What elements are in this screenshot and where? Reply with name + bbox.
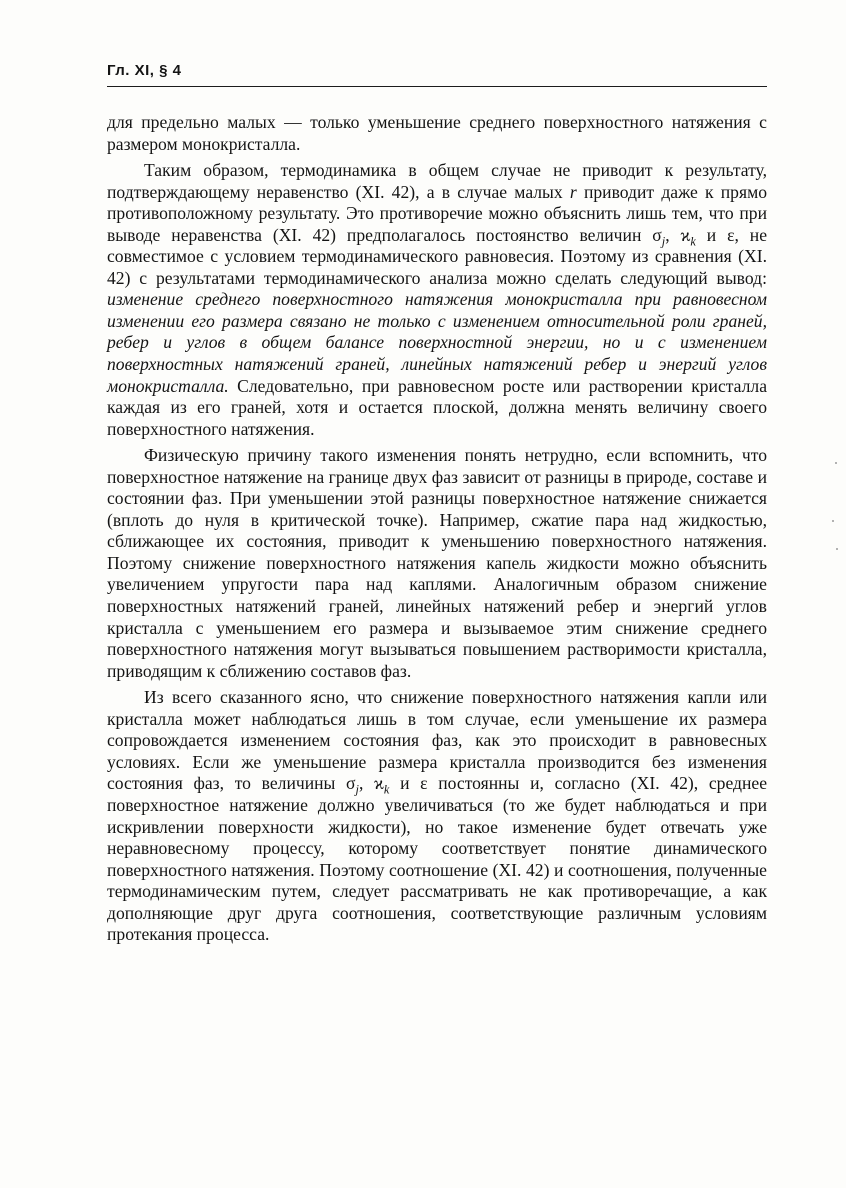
paragraph <box>107 160 767 440</box>
subscript-text: j <box>355 782 359 797</box>
scan-speck <box>835 462 837 464</box>
subscript-text: j <box>661 234 666 249</box>
text-run: и ε, не совместимое с условием термодинамического равновесия. Поэтому из сравнения (XI. 42) с результатами термодинамического анализа можно сделать следующий вывод: <box>107 224 767 288</box>
header-rule <box>107 86 767 87</box>
text-run: , ϰ <box>358 773 384 794</box>
scan-speck <box>832 520 834 522</box>
text-run: Следовательно, при равновесном росте или растворении кристалла каждая из его граней, хотя и остается плоской, должна менять величину своего поверхностного натяжения. <box>107 375 767 439</box>
text-run: Физическую причину такого изменения понять нетрудно, если вспомнить, что поверхностное натяжение на границе двух фаз зависит от разницы в природе, составе и состоянии фаз. При уменьшении этой разницы поверхностное натяжение снижается (вплоть до нуля в критической точке). Например, сжатие пара над жидкостью, сближающее их состояния, приводит к уменьшению поверхностного натяжения. Поэтому снижение поверхностного натяжения капель жидкости можно объяснить увеличением упругости пара над каплями. Аналогичным образом снижение поверхностных натяжений граней, линейных натяжений ребер и энергий углов кристалла с уменьшением его размера и вызываемое этим снижение среднего поверхностного натяжения могут вызываться повышением растворимости кристалла, приводящим к сближению составов фаз. <box>107 445 767 681</box>
paragraph <box>107 445 767 682</box>
running-head: Гл. XI, § 4 <box>107 62 182 79</box>
italic-text: r <box>569 181 577 202</box>
subscript-text: k <box>383 782 390 797</box>
scan-speck <box>836 548 838 550</box>
text-run: и ε постоянны и, согласно (XI. 42), среднее поверхностное натяжение должно увеличиваться (то же будет наблюдаться и при искривлении поверхности жидкости), но такое изменение будет отвечать уже неравновесному процессу, которому соответствует понятие динамического поверхностного натяжения. Поэтому соотношение (XI. 42) и соотношения, полученные термодинамическим путем, следует рассматривать не как противоречащие, а как дополняющие друг друга соотношения, соответствующие различным условиям протекания процесса. <box>107 773 768 945</box>
text-run: Таким образом, термодинамика в общем случае не приводит к результату, подтверждающему неравенство (XI. 42), а в случае малых <box>107 160 767 202</box>
italic-text: изменение среднего поверхностного натяжения монокристалла при равновесном изменении его размера связано не только с изменением относительной роли граней, ребер и углов в общем балансе поверхностной энергии, но и с изменением поверхностных натяжений граней, линейных натяжений ребер и энергий углов монокристалла. <box>107 289 767 396</box>
text-run: , ϰ <box>665 224 691 245</box>
body-text <box>107 112 767 946</box>
text-run: Из всего сказанного ясно, что снижение поверхностного натяжения капли или кристалла может наблюдаться лишь в том случае, если уменьшение их размера сопровождается изменением состояния фаз, как это происходит в равновесных условиях. Если же уменьшение размера кристалла производится без изменения состояния фаз, то величины σ <box>107 687 767 794</box>
paragraph <box>107 687 767 946</box>
text-run: приводит даже к прямо противоположному результату. Это противоречие можно объяснить лишь тем, что при выводе неравенства (XI. 42) предполагалось постоянство величин σ <box>107 181 767 245</box>
paragraph <box>107 112 767 155</box>
text-run: для предельно малых — только уменьшение среднего поверхностного натяжения с размером монокристалла. <box>107 112 767 154</box>
subscript-text: k <box>690 234 696 249</box>
